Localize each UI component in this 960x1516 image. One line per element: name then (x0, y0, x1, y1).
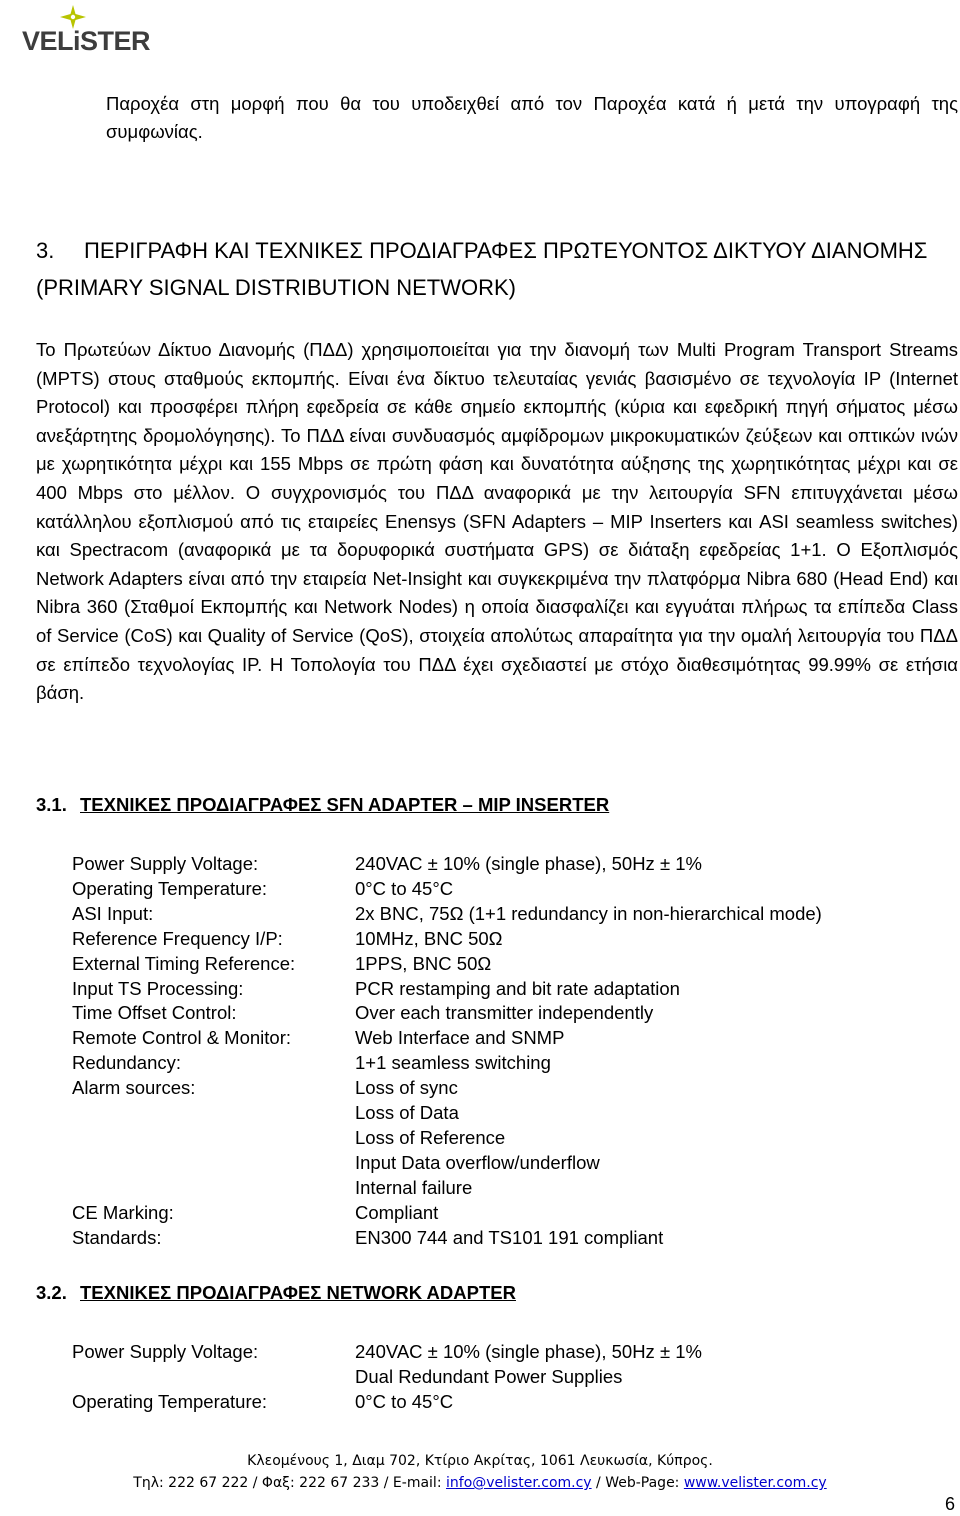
intro-paragraph: Παροχέα στη μορφή που θα του υποδειχθεί από τον Παροχέα κατά ή μετά την υπογραφή της συμφωνίας. (106, 93, 958, 142)
spec-value: Over each transmitter independently (355, 1002, 654, 1024)
sfn-adapter-spec-list (72, 852, 822, 1251)
spec-label (72, 1126, 355, 1151)
footer-contact-text: Τηλ: 222 67 222 / Φαξ: 222 67 233 / E-mail: (133, 1475, 446, 1491)
section-3-2-heading (36, 1282, 516, 1304)
section-3-2-number: 3.2. (36, 1282, 67, 1303)
spec-row (72, 852, 822, 877)
company-logo (22, 4, 151, 60)
spec-row (72, 1151, 822, 1176)
spec-label (72, 1176, 355, 1201)
spec-row (72, 1365, 702, 1390)
spec-row (72, 1201, 822, 1226)
spec-value: Compliant (355, 1201, 439, 1223)
spec-value: 240VAC ± 10% (single phase), 50Hz ± 1% (355, 1341, 702, 1362)
page-number: 6 (945, 1494, 956, 1514)
spec-label: CE Marking: (72, 1201, 174, 1223)
network-adapter-spec-list (72, 1340, 702, 1415)
section-3-body: Το Πρωτεύων Δίκτυο Διανομής (ΠΔΔ) χρησιμοποιείται για την διανομή των Multi Program Transport Streams (MPTS) στους σταθμούς εκπομπής. Είναι ένα δίκτυο τελευταίας γενιάς βασισμένο σε τεχνολογία IP (Internet Protocol) και προσφέρει πλήρη εφεδρεία σε κάθε σημείο εκπομπής (κύρια και εφεδρική πηγή σήματος μέσω ανεξάρτητης δρομολόγησης). Το ΠΔΔ είναι συνδυασμός αμφίδρομων μικροκυματικών ζεύξεων και οπτικών ινών με χωρητικότητα μέχρι και 155 Mbps σε πρώτη φάση και δυνατότητα αύξησης της χωρητικότητας μέχρι και σε 400 Mbps στο μέλλον. Ο συγχρονισμός του ΠΔΔ αναφορικά με την λειτουργία SFN επιτυγχάνεται μέσω κατάλληλου εξοπλισμού από τις εταιρείες Enensys (SFN Adapters – MIP Inserters και ASI seamless switches) και Spectracom (αναφορικά με τα δορυφορικά συστήματα GPS) σε διάταξη εφεδρείας 1+1. Ο Εξοπλισμός Network Adapters είναι από την εταιρεία Net-Insight και συγκεκριμένα την πλατφόρμα Nibra 680 (Head End) και Nibra 360 (Σταθμοί Εκπομπής και Network Nodes) η οποία διασφαλίζει και εγγυάται πλήρως τα επίπεδα Class of Service (CoS) και Quality of Service (QoS), στοιχεία απολύτως απαραίτητα για την ομαλή λειτουργία του ΠΔΔ σε επίπεδο τεχνολογίας IP. Η Τοπολογία του ΠΔΔ έχει σχεδιαστεί με στόχο διαθεσιμότητας 99.99% σε ετήσια βάση. (36, 339, 958, 704)
spec-value: 1+1 seamless switching (355, 1052, 551, 1074)
spec-row (72, 902, 822, 927)
spec-value: Dual Redundant Power Supplies (355, 1365, 623, 1387)
spec-label: ASI Input: (72, 902, 154, 924)
spec-value: Loss of Reference (355, 1126, 506, 1148)
spec-value: 2x BNC, 75Ω (1+1 redundancy in non-hierarchical mode) (355, 902, 822, 924)
spec-value: 240VAC ± 10% (single phase), 50Hz ± 1% (355, 853, 702, 874)
section-3-heading (36, 232, 956, 306)
spec-value: 1PPS, BNC 50Ω (355, 952, 492, 974)
spec-value: Input Data overflow/underflow (355, 1151, 600, 1173)
footer-address: Κλεομένους 1, Διαμ 702, Κτίριο Ακρίτας, 1061 Λευκωσία, Κύπρος. (247, 1453, 713, 1469)
spec-row (72, 1176, 822, 1201)
spec-label: Power Supply Voltage: (72, 1341, 259, 1362)
spec-row (72, 1340, 702, 1365)
spec-label: Standards: (72, 1226, 162, 1248)
spec-row (72, 1126, 822, 1151)
footer-contact (0, 1472, 960, 1494)
spec-row (72, 1051, 822, 1076)
email-link[interactable]: info@velister.com.cy (446, 1475, 592, 1491)
spec-row (72, 1226, 822, 1251)
spec-value: Loss of Data (355, 1102, 459, 1124)
spec-value: EN300 744 and TS101 191 compliant (355, 1226, 664, 1248)
section-3-number: 3. (36, 238, 55, 263)
spec-label (72, 1101, 355, 1126)
spec-label: External Timing Reference: (72, 952, 296, 974)
section-3-1-number: 3.1. (36, 794, 67, 815)
spec-label: Operating Temperature: (72, 877, 268, 899)
spec-label: Remote Control & Monitor: (72, 1027, 292, 1049)
spec-row (72, 877, 822, 902)
spec-label: Input TS Processing: (72, 977, 244, 999)
spec-label: Reference Frequency I/P: (72, 927, 283, 949)
spec-value: Web Interface and SNMP (355, 1027, 565, 1049)
spec-label: Power Supply Voltage: (72, 853, 259, 874)
spec-value: 0°C to 45°C (355, 877, 454, 899)
section-3-1-heading (36, 794, 609, 816)
spec-label (72, 1365, 355, 1390)
logo-text: VELiSTER (22, 26, 151, 56)
spec-row (72, 977, 822, 1002)
spec-row (72, 1390, 702, 1415)
spec-value: PCR restamping and bit rate adaptation (355, 977, 680, 999)
section-3-title: ΠΕΡΙΓΡΑΦΗ ΚΑΙ ΤΕΧΝΙΚΕΣ ΠΡΟΔΙΑΓΡΑΦΕΣ ΠΡΩΤΕΥΟΝΤΟΣ ΔΙΚΤΥΟΥ ΔΙΑΝΟΜΗΣ (PRIMARY SIGNAL DISTRIBUTION NETWORK) (36, 238, 928, 300)
spec-label: Redundancy: (72, 1052, 182, 1074)
spec-row (72, 927, 822, 952)
spec-label (72, 1151, 355, 1176)
spec-row (72, 1001, 822, 1026)
spec-row (72, 1076, 822, 1101)
section-3-2-title: ΤΕΧΝΙΚΕΣ ΠΡΟΔΙΑΓΡΑΦΕΣ NETWORK ADAPTER (80, 1282, 516, 1303)
spec-value: Loss of sync (355, 1077, 458, 1099)
spec-row (72, 1026, 822, 1051)
spec-row (72, 1101, 822, 1126)
footer-web-label: / Web-Page: (591, 1475, 684, 1491)
spec-row (72, 952, 822, 977)
spec-value: Internal failure (355, 1176, 473, 1198)
website-link[interactable]: www.velister.com.cy (683, 1475, 827, 1491)
spec-label: Alarm sources: (72, 1077, 196, 1099)
spec-label: Time Offset Control: (72, 1002, 237, 1024)
spec-value: 10MHz, BNC 50Ω (355, 927, 503, 949)
spec-label: Operating Temperature: (72, 1390, 268, 1412)
spec-value: 0°C to 45°C (355, 1390, 454, 1412)
section-3-1-title: ΤΕΧΝΙΚΕΣ ΠΡΟΔΙΑΓΡΑΦΕΣ SFN ADAPTER – MIP INSERTER (80, 794, 610, 815)
